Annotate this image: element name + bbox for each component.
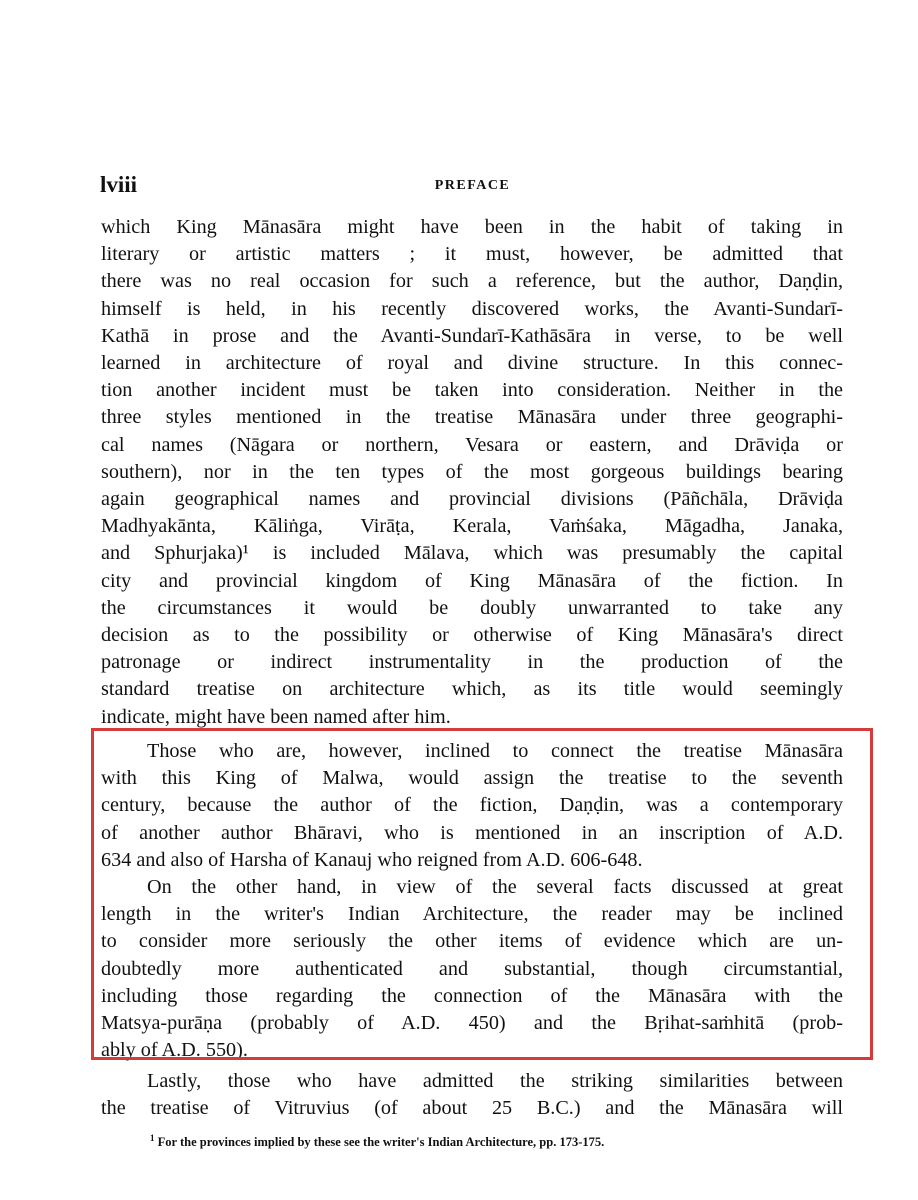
text-line: learned in architecture of royal and divine structure. In this connec- — [101, 352, 843, 375]
footnote-text: For the provinces implied by these see the writer's Indian Architecture, pp. 173-175. — [157, 1135, 605, 1150]
text-line: century, because the author of the fiction, Daṇḍin, was a contemporary — [101, 794, 843, 817]
text-line: the treatise of Vitruvius (of about 25 B.C.) and the Mānasāra will — [101, 1097, 843, 1120]
text-line: 634 and also of Harsha of Kanauj who reigned from A.D. 606-648. — [101, 848, 643, 871]
page-header — [100, 172, 845, 202]
text-line: On the other hand, in view of the several facts discussed at great — [147, 876, 843, 898]
text-line: including those regarding the connection of the Mānasāra with the — [101, 984, 843, 1007]
text-line: patronage or indirect instrumentality in the production of the — [101, 651, 843, 674]
highlight-box — [91, 728, 873, 1060]
footnote-marker: 1 — [150, 1133, 155, 1143]
text-line: there was no real occasion for such a reference, but the author, Daṇḍin, — [101, 270, 843, 293]
text-line: city and provincial kingdom of King Mānasāra of the fiction. In — [101, 569, 843, 592]
text-line: Lastly, those who have admitted the striking similarities between — [147, 1070, 843, 1092]
text-line: literary or artistic matters ; it must, however, be admitted that — [101, 243, 843, 266]
text-line: and Sphurjaka)¹ is included Mālava, which was presumably the capital — [101, 542, 843, 565]
text-line: the circumstances it would be doubly unwarranted to take any — [101, 596, 843, 619]
text-line: which King Mānasāra might have been in the habit of taking in — [101, 216, 843, 238]
text-line: Madhyakānta, Kāliṅga, Virāṭa, Kerala, Vaṁśaka, Māgadha, Janaka, — [101, 515, 843, 538]
paragraph-4 — [101, 1068, 843, 1122]
footnote — [150, 1133, 850, 1150]
text-line: Kathā in prose and the Avanti-Sundarī-Kathāsāra in verse, to be well — [101, 324, 843, 347]
text-line: cal names (Nāgara or northern, Vesara or eastern, and Drāviḍa or — [101, 433, 843, 456]
running-title: PREFACE — [434, 178, 511, 193]
text-line: with this King of Malwa, would assign the treatise to the seventh — [101, 767, 843, 790]
text-line: ably of A.D. 550). — [101, 1039, 248, 1062]
text-line: doubtedly more authenticated and substantial, though circumstantial, — [101, 957, 843, 980]
text-line: of another author Bhāravi, who is mentioned in an inscription of A.D. — [101, 821, 843, 844]
text-line: standard treatise on architecture which, as its title would seemingly — [101, 678, 843, 701]
page-number: lviii — [100, 172, 138, 197]
text-line: Matsya-purāṇa (probably of A.D. 450) and the Bṛihat-saṁhitā (prob- — [101, 1012, 843, 1035]
text-line: length in the writer's Indian Architecture, the reader may be inclined — [101, 903, 843, 926]
paragraph-1 — [101, 214, 843, 731]
text-line: again geographical names and provincial divisions (Pāñchāla, Drāviḍa — [101, 488, 843, 511]
text-line: three styles mentioned in the treatise Mānasāra under three geographi- — [101, 406, 843, 429]
text-line: himself is held, in his recently discovered works, the Avanti-Sundarī- — [101, 297, 843, 320]
text-line: indicate, might have been named after him. — [101, 705, 451, 728]
text-line: to consider more seriously the other items of evidence which are un- — [101, 930, 843, 953]
text-line: Those who are, however, inclined to connect the treatise Mānasāra — [147, 740, 843, 762]
text-line: decision as to the possibility or otherwise of King Mānasāra's direct — [101, 624, 843, 647]
text-line: tion another incident must be taken into consideration. Neither in the — [101, 379, 843, 402]
text-line: southern), nor in the ten types of the most gorgeous buildings bearing — [101, 460, 843, 483]
